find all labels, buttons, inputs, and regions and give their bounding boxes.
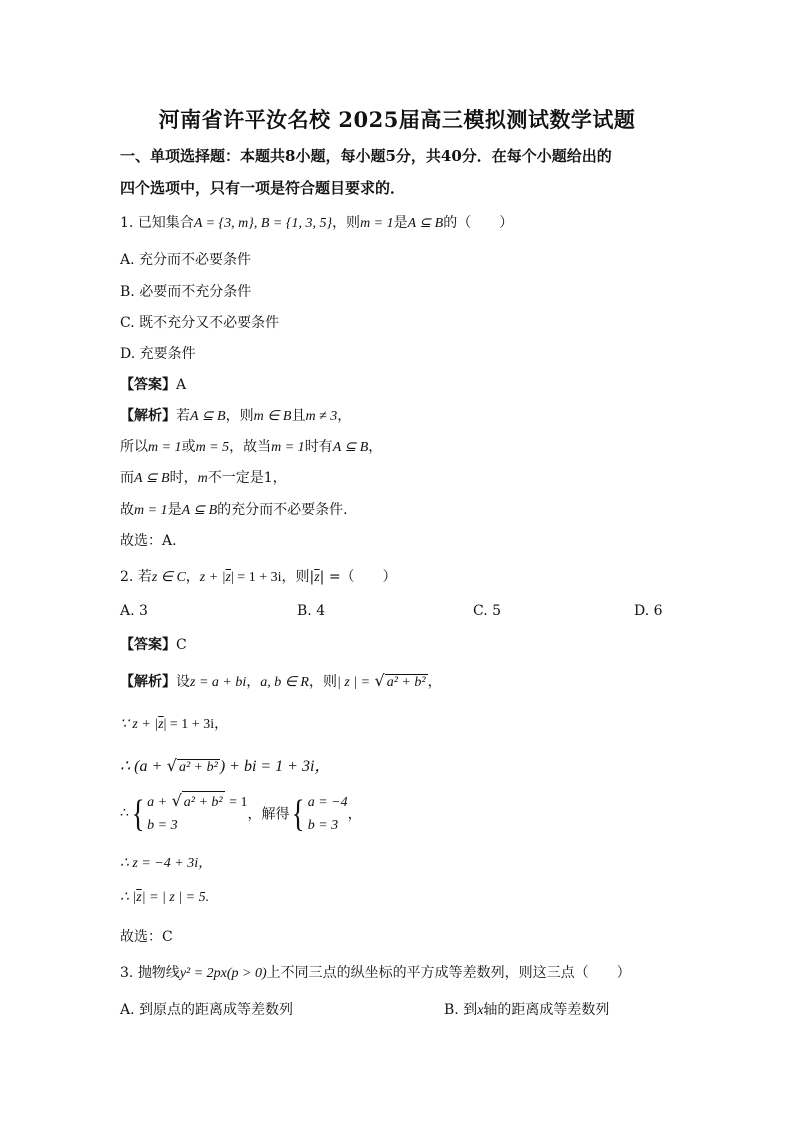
q2-analysis-line5	[120, 852, 212, 872]
q2-stem	[120, 566, 397, 586]
q2-choose: 故选：C	[120, 929, 173, 945]
q2-answer	[120, 634, 187, 654]
q3-stem	[120, 962, 631, 982]
q1-analysis-line4	[120, 499, 348, 519]
q1-a1-t1: 若	[176, 408, 190, 424]
section-heading-line2: 四个选项中，只有一项是符合题目要求的．	[120, 179, 406, 197]
q3-optB-b: 轴的距离成等差数列	[483, 1002, 610, 1018]
radical-sign: √	[171, 791, 182, 810]
q1-number: 1.	[120, 215, 134, 231]
q2-answer-value: C	[176, 637, 187, 653]
q1-a4-m1: m = 1	[134, 503, 168, 518]
q1-stem-text-d: 的（ ）	[443, 215, 514, 231]
q2-option-d: D. 6	[634, 603, 663, 619]
q2-s4-end: ，	[347, 806, 362, 823]
q2-s4-r1-radicand: a² + b²	[182, 791, 225, 814]
q3-number: 3.	[120, 965, 134, 981]
q2-s3-a: ∴ (a +	[120, 758, 163, 775]
left-brace-2: {	[292, 792, 305, 835]
q1-stem-text-c: 是	[393, 215, 408, 231]
radical-sign: √	[166, 756, 177, 775]
q1-analysis-tag: 【解析】	[120, 408, 176, 424]
q1-analysis-line2	[120, 436, 382, 456]
q2-s4-pre: ∴	[120, 806, 129, 821]
q2-s1-t1: 设	[176, 674, 190, 690]
q2-s2-conj: $\overline{z}$	[158, 717, 164, 732]
q1-option-d: D. 充要条件	[120, 346, 196, 362]
q2-s1-radicand: a² + b²	[386, 675, 426, 690]
q2-option-c: C. 5	[473, 603, 502, 619]
q2-s4-r1b: = 1	[229, 795, 248, 810]
q1-option-c: C. 既不充分又不必要条件	[120, 315, 280, 331]
q1-a4-t3: 的充分而不必要条件.	[217, 502, 348, 518]
q2-system-1	[147, 790, 247, 837]
q2-s6-a: ∴ |	[120, 890, 137, 905]
q1-a2-t4: 时有	[304, 439, 333, 455]
page-title: 河南省许平汝名校 2025届高三模拟测试数学试题	[158, 107, 636, 132]
q1-stem-cond: m = 1	[360, 216, 394, 231]
left-brace-1: {	[131, 792, 145, 835]
q1-stem-sets: A = {3, m}, B = {1, 3, 5}	[193, 216, 333, 231]
q2-s6-conj: $\overline{z}$	[136, 890, 142, 905]
q2-s4-r4: b = 3	[307, 817, 339, 833]
q2-m2-conj: $\overline{z}$	[225, 570, 231, 585]
q2-option-b: B. 4	[297, 603, 326, 619]
q1-a4-t1: 故	[120, 502, 134, 518]
q1-a2-t5: ，	[368, 439, 383, 455]
q2-s6-b: | = | z | = 5.	[141, 890, 210, 905]
q1-choose: 故选：A.	[120, 533, 177, 549]
q2-s1-t2: ，	[246, 674, 261, 690]
q3-optB-a: B. 到	[444, 1002, 478, 1018]
q2-s3-radicand: a² + b²	[178, 760, 218, 775]
q2-s1-m2: a, b ∈ R	[260, 675, 309, 690]
q3-optB-x: x	[477, 1003, 484, 1018]
q1-a2-t3: ，故当	[229, 439, 272, 455]
q2-m2b: | = 1 + 3i	[231, 570, 282, 585]
q2-m3: | =（ ）	[319, 569, 397, 585]
q2-s1-t4: ，	[427, 674, 442, 690]
q1-a3-t3: 不一定是1，	[207, 470, 287, 486]
q1-analysis-line3	[120, 467, 287, 487]
q2-analysis-line3	[120, 753, 330, 776]
q1-a4-t2: 是	[167, 502, 182, 518]
q2-s4-mid: ，解得	[247, 806, 290, 823]
q2-analysis-line1	[120, 671, 442, 691]
q1-a2-m3: m = 1	[271, 440, 305, 455]
q2-m1: z ∈ C	[151, 570, 186, 585]
q1-a1-m3: m ≠ 3	[305, 409, 338, 424]
q2-s3-b: ) + bi = 1 + 3i，	[219, 758, 331, 775]
q2-t2: ，	[185, 569, 200, 585]
q2-s5: ∴ z = −4 + 3i，	[120, 856, 213, 871]
q2-s4-r3: a = −4	[307, 794, 348, 810]
q3-t2: 上不同三点的纵坐标的平方成等差数列，则这三点（ ）	[266, 965, 631, 981]
q2-analysis-tag: 【解析】	[120, 674, 176, 690]
q2-t3: ，则|	[281, 569, 315, 585]
q1-a1-t4: ，	[337, 408, 352, 424]
q2-s1-m3: | z | =	[336, 675, 371, 690]
q2-m2a: z + |	[199, 570, 226, 585]
q2-s2-a: ∵ z + |	[120, 717, 159, 732]
q2-s1-t3: ，则	[308, 674, 337, 690]
q1-a3-m1: A ⊆ B	[134, 471, 170, 486]
section-heading-line1: 一、单项选择题：本题共8小题，每小题5分，共40分．在每个小题给出的	[120, 147, 612, 165]
q1-a2-m2: m = 5	[195, 440, 230, 455]
q2-analysis-line4	[120, 790, 362, 837]
q1-answer	[120, 374, 186, 394]
q1-answer-tag: 【答案】	[120, 377, 176, 393]
q3-option-a: A. 到原点的距离成等差数列	[120, 1002, 294, 1018]
q3-m1: y² = 2px(p > 0)	[179, 966, 267, 981]
q2-number: 2.	[120, 569, 134, 585]
q2-system-2	[308, 791, 348, 837]
q1-a3-t1: 而	[120, 470, 134, 486]
q1-a2-t2: 或	[181, 439, 196, 455]
q2-s4-r2: b = 3	[147, 818, 178, 833]
q1-stem	[120, 212, 513, 232]
radical-sign: √	[374, 671, 385, 690]
q1-a2-t1: 所以	[120, 439, 148, 455]
q1-a3-t2: 时，	[169, 470, 198, 486]
q1-a1-t2: ，则	[225, 408, 254, 424]
q1-analysis-line1	[120, 405, 351, 425]
q2-s4-r1a: a +	[147, 795, 168, 810]
q2-s1-m1: z = a + bi	[190, 675, 247, 690]
q2-analysis-line6	[120, 889, 209, 906]
q1-a1-m1: A ⊆ B	[190, 409, 226, 424]
q3-t1: 抛物线	[137, 965, 180, 981]
q1-option-a: A. 充分而不必要条件	[120, 252, 252, 268]
q1-a4-m2: A ⊆ B	[181, 503, 218, 518]
q2-m3-conj: $\overline{z}$	[314, 570, 320, 585]
q1-a2-m1: m = 1	[148, 440, 182, 455]
q2-s2-b: | = 1 + 3i，	[163, 717, 229, 732]
q3-option-b	[444, 999, 609, 1019]
q2-t1: 若	[137, 569, 152, 585]
q1-answer-value: A	[176, 377, 187, 393]
q1-a1-m2: m ∈ B	[253, 409, 292, 424]
q1-a3-m2: m	[197, 471, 208, 486]
q1-stem-rel: A ⊆ B	[407, 216, 444, 231]
q2-analysis-line2	[120, 713, 228, 733]
q1-a2-m4: A ⊆ B	[332, 440, 369, 455]
q2-option-a: A. 3	[120, 603, 148, 619]
q2-answer-tag: 【答案】	[120, 637, 176, 653]
q1-a1-t3: 且	[291, 408, 306, 424]
q1-stem-text-b: ，则	[332, 215, 361, 231]
q1-stem-text-a: 已知集合	[137, 215, 194, 231]
q1-option-b: B. 必要而不充分条件	[120, 284, 252, 300]
